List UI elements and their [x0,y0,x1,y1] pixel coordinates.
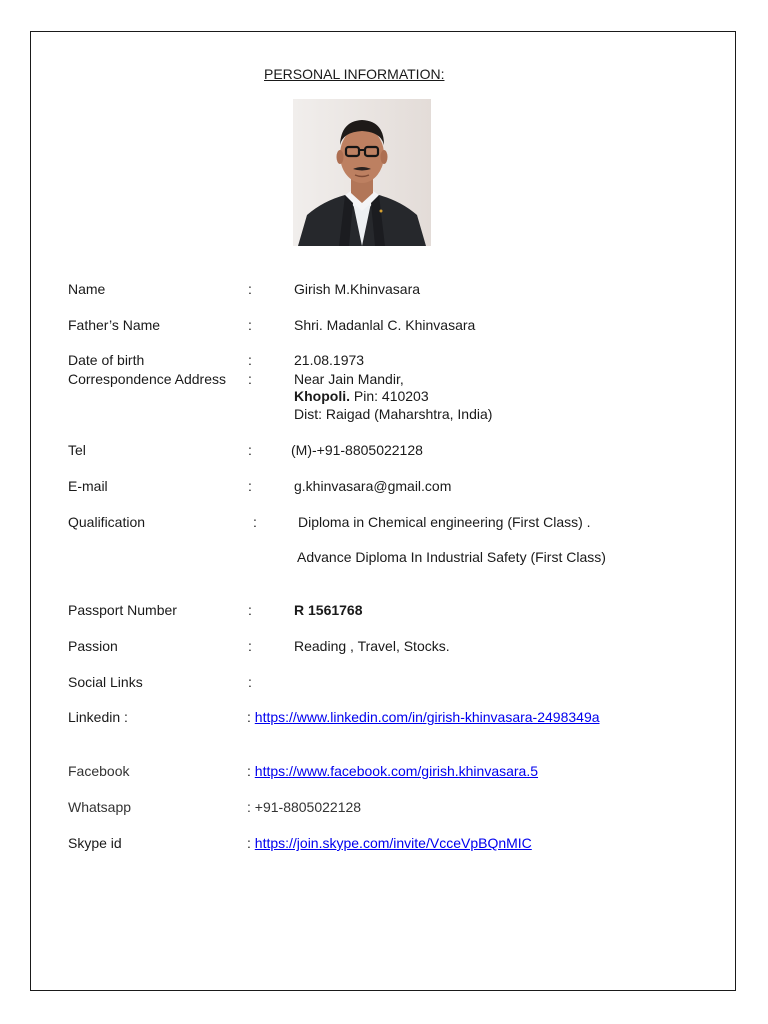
facebook-separator: : [247,763,255,779]
social-links-separator: : [248,674,252,690]
skype-separator: : [247,835,255,851]
whatsapp-value: : +91-8805022128 [247,799,362,815]
passport-value: R 1561768 [294,602,363,618]
facebook-row [247,763,538,780]
page-title: PERSONAL INFORMATION: [264,66,445,82]
passport-separator: : [248,602,252,618]
address-city: Khopoli. [294,388,350,404]
passport-label: Passport Number [68,602,177,618]
facebook-label: Facebook [68,763,130,779]
skype-row [247,835,532,852]
qualification-separator: : [253,514,257,530]
linkedin-link[interactable]: https://www.linkedin.com/in/girish-khinvasara-2498349a [254,709,600,725]
linkedin-label: Linkedin : [68,709,128,725]
skype-label: Skype id [68,835,122,851]
address-line3: Dist: Raigad (Maharshtra, India) [294,406,493,422]
name-label: Name [68,281,106,297]
passion-separator: : [248,638,252,654]
skype-link[interactable]: https://join.skype.com/invite/VcceVpBQnMIC [254,835,532,851]
email-value: g.khinvasara@gmail.com [294,478,452,494]
tel-value: (M)-+91-8805022128 [291,442,423,458]
email-separator: : [248,478,252,494]
tel-label: Tel [68,442,86,458]
qualification-item: Diploma in Chemical engineering (First Class) . [298,514,591,530]
profile-photo [293,99,431,246]
document-page [30,31,736,991]
address-separator: : [248,371,252,387]
father-name-label: Father’s Name [68,317,161,333]
linkedin-separator: : [247,709,255,725]
social-links-label: Social Links [68,674,143,690]
father-name-separator: : [248,317,252,333]
facebook-link[interactable]: https://www.facebook.com/girish.khinvasara.5 [254,763,539,779]
email-label: E-mail [68,478,108,494]
name-value: Girish M.Khinvasara [294,281,421,297]
address-line1: Near Jain Mandir, [294,371,404,387]
passion-value: Reading , Travel, Stocks. [294,638,450,654]
name-separator: : [248,281,252,297]
dob-separator: : [248,352,252,368]
dob-label: Date of birth [68,352,145,368]
passion-label: Passion [68,638,118,654]
qualification-item: Advance Diploma In Industrial Safety (First Class) [297,549,606,565]
tel-separator: : [248,442,252,458]
whatsapp-label: Whatsapp [68,799,132,815]
dob-value: 21.08.1973 [294,352,365,368]
address-pin: Pin: 410203 [350,388,429,404]
qualification-label: Qualification [68,514,146,530]
father-name-value: Shri. Madanlal C. Khinvasara [294,317,476,333]
linkedin-row [247,709,600,726]
address-line2 [294,388,429,405]
address-label: Correspondence Address [68,371,226,387]
